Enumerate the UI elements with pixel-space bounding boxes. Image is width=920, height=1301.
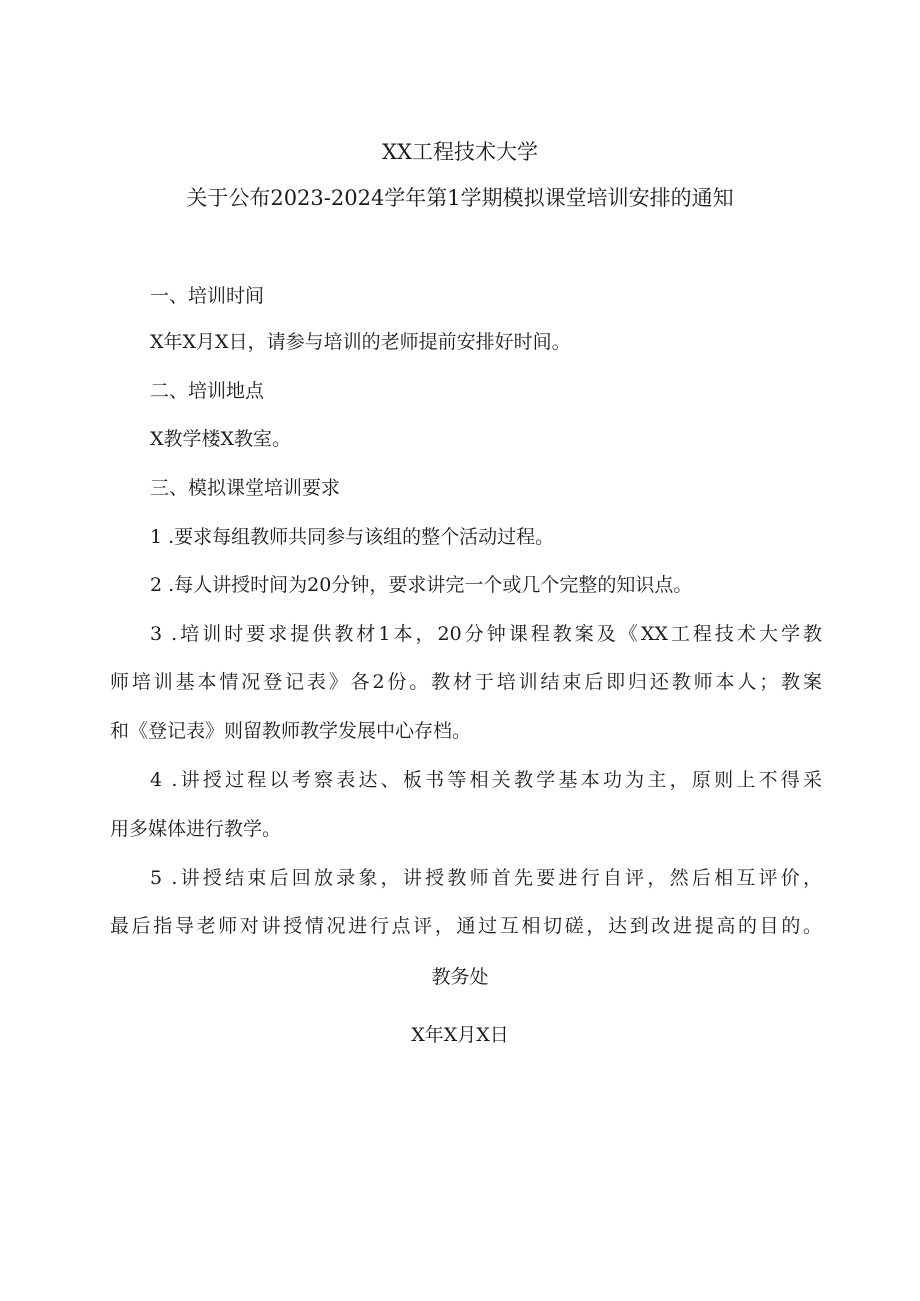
requirement-item-3-line-1: 3 .培训时要求提供教材1本，20分钟课程教案及《XX工程技术大学教: [150, 623, 822, 645]
document-title-university: XX工程技术大学: [382, 140, 538, 164]
requirement-item-3-line-3: 和《登记表》则留教师教学发展中心存档。: [110, 720, 472, 742]
requirement-item-5-line-2: 最后指导老师对讲授情况进行点评，通过互相切磋，达到改进提高的目的。: [110, 915, 822, 937]
requirement-item-3-line-2: 师培训基本情况登记表》各2份。教材于培训结束后即归还教师本人；教案: [110, 671, 822, 693]
requirement-item-2: 2 .每人讲授时间为20分钟，要求讲完一个或几个完整的知识点。: [150, 574, 693, 596]
section-heading-training-requirements: 三、模拟课堂培训要求: [150, 477, 341, 499]
section-body-training-location: X教学楼X教室。: [150, 428, 292, 450]
requirement-item-1: 1 .要求每组教师共同参与该组的整个活动过程。: [150, 526, 555, 548]
section-body-training-time: X年X月X日，请参与培训的老师提前安排好时间。: [150, 331, 571, 353]
section-heading-training-time: 一、培训时间: [150, 285, 265, 307]
requirement-item-5-line-1: 5 .讲授结束后回放录象，讲授教师首先要进行自评，然后相互评价，: [150, 867, 822, 889]
document-title-notice: 关于公布2023-2024学年第1学期模拟课堂培训安排的通知: [186, 186, 734, 210]
section-heading-training-location: 二、培训地点: [150, 380, 265, 402]
signature-department: 教务处: [431, 966, 489, 988]
requirement-item-4-line-2: 用多媒体进行教学。: [110, 818, 282, 840]
requirement-item-4-line-1: 4 .讲授过程以考察表达、板书等相关教学基本功为主，原则上不得采: [150, 769, 822, 791]
signature-date: X年X月X日: [411, 1024, 509, 1046]
